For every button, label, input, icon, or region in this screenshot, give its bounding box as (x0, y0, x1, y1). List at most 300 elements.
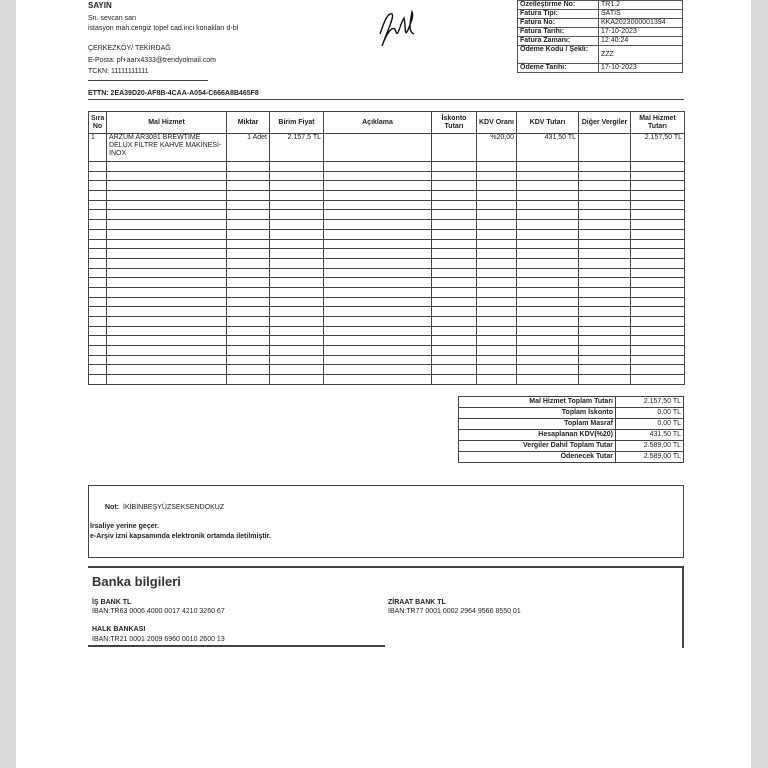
empty-cell (517, 278, 579, 288)
empty-cell (89, 229, 107, 239)
column-header: Miktar (227, 112, 270, 134)
empty-row (89, 229, 685, 239)
empty-cell (631, 278, 685, 288)
empty-cell (227, 258, 270, 268)
empty-cell (432, 191, 477, 201)
empty-cell (477, 326, 517, 336)
empty-cell (432, 355, 477, 365)
empty-cell (631, 336, 685, 346)
buyer-name: Sn. sevcan sarı (88, 15, 137, 22)
row-no: 1 (89, 134, 107, 162)
empty-cell (270, 239, 324, 249)
empty-cell (89, 220, 107, 230)
bank-name: ZİRAAT BANK TL (388, 599, 446, 606)
empty-cell (270, 278, 324, 288)
empty-cell (89, 317, 107, 327)
empty-cell (324, 210, 432, 220)
empty-cell (579, 307, 631, 317)
empty-cell (107, 346, 227, 356)
empty-row (89, 268, 685, 278)
row-other-tax (579, 134, 631, 162)
empty-cell (631, 317, 685, 327)
empty-row (89, 258, 685, 268)
empty-cell (89, 375, 107, 385)
empty-cell (477, 268, 517, 278)
empty-cell (270, 210, 324, 220)
empty-cell (324, 287, 432, 297)
empty-cell (477, 365, 517, 375)
empty-cell (324, 220, 432, 230)
empty-cell (227, 365, 270, 375)
empty-cell (89, 258, 107, 268)
total-value: 0,00 TL (616, 419, 684, 430)
empty-cell (107, 375, 227, 385)
empty-cell (579, 171, 631, 181)
empty-cell (89, 365, 107, 375)
empty-row (89, 278, 685, 288)
empty-cell (227, 249, 270, 259)
empty-cell (227, 200, 270, 210)
total-row (459, 408, 684, 419)
buyer-email: E-Posta: pf+aarx4333@trendyolmail.com (88, 57, 216, 64)
empty-cell (631, 181, 685, 191)
empty-row (89, 326, 685, 336)
row-vat-amount: 431,50 TL (517, 134, 579, 162)
empty-cell (89, 200, 107, 210)
empty-cell (477, 278, 517, 288)
empty-row (89, 181, 685, 191)
empty-cell (107, 200, 227, 210)
empty-cell (477, 191, 517, 201)
empty-cell (107, 210, 227, 220)
empty-cell (324, 171, 432, 181)
empty-cell (107, 287, 227, 297)
empty-cell (517, 355, 579, 365)
note-box (88, 485, 684, 558)
empty-cell (324, 239, 432, 249)
note-line-1: İrsaliye yerine geçer. (90, 523, 159, 530)
empty-cell (107, 307, 227, 317)
empty-cell (517, 375, 579, 385)
empty-cell (89, 239, 107, 249)
row-item: ARZUM AR3081 BREWTIME DELUX FİLTRE KAHVE MAKİNESİ-İNOX (107, 134, 227, 162)
empty-cell (579, 355, 631, 365)
empty-cell (107, 191, 227, 201)
empty-cell (324, 258, 432, 268)
total-label: Toplam Masraf (459, 419, 616, 430)
info-row (518, 28, 683, 37)
buyer-salutation: SAYIN (88, 1, 112, 10)
empty-cell (107, 220, 227, 230)
empty-cell (227, 181, 270, 191)
empty-cell (227, 346, 270, 356)
empty-cell (631, 210, 685, 220)
empty-cell (631, 346, 685, 356)
empty-cell (107, 355, 227, 365)
empty-cell (270, 326, 324, 336)
column-header: Açıklama (324, 112, 432, 134)
bank-iban: IBAN:TR77 0001 0002 2964 9566 8550 01 (388, 608, 521, 615)
empty-cell (89, 336, 107, 346)
empty-cell (517, 210, 579, 220)
empty-cell (432, 365, 477, 375)
empty-cell (107, 249, 227, 259)
total-value: 2.589,00 TL (616, 452, 684, 463)
empty-cell (107, 317, 227, 327)
empty-cell (579, 326, 631, 336)
table-header-row (89, 112, 685, 134)
empty-cell (89, 268, 107, 278)
empty-cell (517, 258, 579, 268)
empty-cell (517, 220, 579, 230)
info-label: Özelleştirme No: (518, 1, 599, 10)
empty-cell (227, 171, 270, 181)
buyer-address: istasyon mah.cengiz topel cad.inci konakları d-bl (88, 25, 239, 32)
info-value: TR1.2 (599, 1, 683, 10)
row-unit-price: 2.157,5 TL (270, 134, 324, 162)
empty-row (89, 249, 685, 259)
empty-cell (579, 268, 631, 278)
info-row (518, 10, 683, 19)
empty-cell (324, 326, 432, 336)
empty-cell (432, 346, 477, 356)
empty-cell (227, 317, 270, 327)
empty-row (89, 191, 685, 201)
empty-cell (477, 181, 517, 191)
total-label: Hesaplanan KDV(%20) (459, 430, 616, 441)
empty-row (89, 200, 685, 210)
bank-title: Banka bilgileri (92, 574, 181, 589)
column-header: Mal Hizmet Tutarı (631, 112, 685, 134)
empty-cell (477, 239, 517, 249)
empty-cell (517, 287, 579, 297)
empty-cell (227, 162, 270, 172)
empty-cell (579, 336, 631, 346)
empty-cell (579, 162, 631, 172)
empty-cell (477, 200, 517, 210)
empty-cell (324, 181, 432, 191)
total-label: Ödenecek Tutar (459, 452, 616, 463)
info-value: KKA2023000001394 (599, 19, 683, 28)
info-row (518, 19, 683, 28)
info-row (518, 46, 683, 64)
empty-cell (432, 297, 477, 307)
empty-cell (432, 336, 477, 346)
empty-cell (477, 210, 517, 220)
info-label: Ödeme Kodu / Şekli: (518, 46, 599, 64)
empty-cell (432, 307, 477, 317)
empty-cell (227, 210, 270, 220)
empty-cell (477, 297, 517, 307)
empty-cell (631, 355, 685, 365)
empty-cell (89, 355, 107, 365)
empty-cell (324, 278, 432, 288)
empty-cell (107, 229, 227, 239)
empty-cell (477, 317, 517, 327)
empty-cell (517, 326, 579, 336)
empty-row (89, 210, 685, 220)
empty-cell (227, 220, 270, 230)
bank-section (88, 566, 684, 648)
total-value: 0,00 TL (616, 408, 684, 419)
info-row (518, 1, 683, 10)
empty-cell (477, 355, 517, 365)
empty-cell (227, 229, 270, 239)
empty-cell (324, 200, 432, 210)
bank-iban: IBAN:TR21 0001 2009 6960 0010 2600 13 (92, 636, 225, 643)
empty-cell (517, 346, 579, 356)
empty-cell (477, 336, 517, 346)
note-line-2: e-Arşiv izni kapsamında elektronik ortamda iletilmiştir. (90, 533, 271, 540)
empty-cell (270, 191, 324, 201)
column-header: Mal Hizmet (107, 112, 227, 134)
empty-cell (107, 336, 227, 346)
empty-cell (517, 181, 579, 191)
ettn: ETTN: 2EA39D20-AF8B-4CAA-A054-C666A8B465F8 (88, 90, 259, 97)
column-header: KDV Oranı (477, 112, 517, 134)
signature-image (374, 4, 420, 48)
totals-table (458, 396, 684, 463)
note-text: İKİBİNBEŞYÜZSEKSENDOKUZ (123, 504, 225, 511)
empty-cell (324, 317, 432, 327)
empty-cell (432, 278, 477, 288)
empty-cell (517, 191, 579, 201)
empty-cell (432, 229, 477, 239)
empty-cell (517, 317, 579, 327)
empty-cell (631, 307, 685, 317)
empty-cell (517, 200, 579, 210)
empty-cell (517, 268, 579, 278)
empty-cell (227, 239, 270, 249)
empty-cell (631, 365, 685, 375)
total-row (459, 419, 684, 430)
divider (88, 99, 684, 100)
empty-cell (631, 200, 685, 210)
empty-cell (89, 346, 107, 356)
info-row (518, 37, 683, 46)
empty-cell (517, 365, 579, 375)
column-header: Diğer Vergiler (579, 112, 631, 134)
empty-cell (477, 220, 517, 230)
empty-cell (631, 239, 685, 249)
empty-cell (432, 181, 477, 191)
empty-cell (579, 210, 631, 220)
empty-cell (270, 297, 324, 307)
row-vat-rate: %20,00 (477, 134, 517, 162)
empty-cell (324, 365, 432, 375)
total-row (459, 397, 684, 408)
empty-cell (107, 258, 227, 268)
empty-cell (631, 268, 685, 278)
total-label: Mal Hizmet Toplam Tutarı (459, 397, 616, 408)
empty-cell (270, 336, 324, 346)
empty-cell (432, 239, 477, 249)
empty-cell (477, 258, 517, 268)
empty-cell (270, 249, 324, 259)
empty-cell (227, 336, 270, 346)
info-value: 12:40:24 (599, 37, 683, 46)
column-header: İskonto Tutarı (432, 112, 477, 134)
empty-cell (517, 229, 579, 239)
info-label: Fatura Tarihi: (518, 28, 599, 37)
empty-cell (432, 326, 477, 336)
empty-cell (270, 268, 324, 278)
empty-cell (324, 355, 432, 365)
empty-cell (477, 287, 517, 297)
empty-cell (631, 326, 685, 336)
empty-cell (324, 346, 432, 356)
empty-row (89, 220, 685, 230)
empty-cell (432, 210, 477, 220)
empty-cell (324, 162, 432, 172)
column-header: Birim Fiyat (270, 112, 324, 134)
divider (88, 645, 385, 647)
empty-cell (432, 249, 477, 259)
empty-cell (517, 307, 579, 317)
column-header: Sıra No (89, 112, 107, 134)
empty-cell (579, 200, 631, 210)
empty-cell (579, 181, 631, 191)
empty-cell (432, 200, 477, 210)
row-qty: 1 Adet (227, 134, 270, 162)
empty-cell (432, 287, 477, 297)
empty-cell (432, 375, 477, 385)
empty-cell (517, 162, 579, 172)
empty-cell (270, 317, 324, 327)
empty-row (89, 307, 685, 317)
empty-row (89, 355, 685, 365)
empty-cell (477, 346, 517, 356)
empty-cell (579, 239, 631, 249)
empty-cell (324, 375, 432, 385)
empty-cell (270, 229, 324, 239)
empty-cell (270, 346, 324, 356)
empty-cell (324, 297, 432, 307)
empty-cell (324, 191, 432, 201)
empty-cell (517, 171, 579, 181)
empty-cell (270, 287, 324, 297)
empty-cell (432, 220, 477, 230)
total-label: Vergiler Dahil Toplam Tutar (459, 441, 616, 452)
empty-cell (579, 220, 631, 230)
empty-cell (477, 171, 517, 181)
empty-cell (89, 162, 107, 172)
total-value: 2.157,50 TL (616, 397, 684, 408)
info-value: 17-10-2023 (599, 64, 683, 73)
empty-cell (579, 229, 631, 239)
empty-cell (227, 278, 270, 288)
empty-cell (631, 162, 685, 172)
info-label: Fatura Tipi: (518, 10, 599, 19)
empty-row (89, 239, 685, 249)
empty-cell (477, 162, 517, 172)
empty-cell (477, 307, 517, 317)
total-row (459, 430, 684, 441)
info-row (518, 64, 683, 73)
empty-cell (579, 249, 631, 259)
empty-cell (89, 249, 107, 259)
info-value: SATIS (599, 10, 683, 19)
bank-name: İŞ BANK TL (92, 599, 132, 606)
empty-cell (89, 181, 107, 191)
empty-cell (227, 287, 270, 297)
empty-cell (270, 355, 324, 365)
empty-cell (631, 249, 685, 259)
empty-cell (270, 258, 324, 268)
empty-cell (227, 326, 270, 336)
empty-cell (270, 181, 324, 191)
empty-cell (517, 239, 579, 249)
row-amount: 2.157,50 TL (631, 134, 685, 162)
empty-cell (107, 268, 227, 278)
empty-cell (517, 336, 579, 346)
empty-cell (631, 375, 685, 385)
table-row (89, 134, 685, 162)
empty-cell (107, 326, 227, 336)
empty-cell (107, 171, 227, 181)
empty-cell (477, 375, 517, 385)
empty-cell (107, 365, 227, 375)
empty-cell (432, 317, 477, 327)
bank-iban: IBAN:TR63 0006 4000 0017 4210 3260 67 (92, 608, 225, 615)
empty-cell (227, 191, 270, 201)
empty-cell (579, 346, 631, 356)
empty-row (89, 317, 685, 327)
empty-cell (579, 278, 631, 288)
empty-row (89, 346, 685, 356)
invoice-info-table (517, 0, 683, 73)
empty-cell (631, 191, 685, 201)
empty-cell (432, 171, 477, 181)
empty-cell (107, 297, 227, 307)
info-label: Ödeme Tarihi: (518, 64, 599, 73)
empty-cell (89, 210, 107, 220)
empty-cell (227, 297, 270, 307)
empty-cell (631, 220, 685, 230)
empty-cell (107, 162, 227, 172)
empty-cell (432, 268, 477, 278)
empty-cell (107, 181, 227, 191)
empty-cell (89, 287, 107, 297)
empty-row (89, 287, 685, 297)
empty-cell (477, 229, 517, 239)
empty-cell (270, 162, 324, 172)
empty-cell (107, 278, 227, 288)
empty-cell (270, 365, 324, 375)
empty-cell (270, 307, 324, 317)
empty-cell (89, 171, 107, 181)
row-desc (324, 134, 432, 162)
empty-cell (324, 249, 432, 259)
info-value: 17-10-2023 (599, 28, 683, 37)
empty-row (89, 162, 685, 172)
empty-row (89, 365, 685, 375)
items-table (88, 111, 685, 385)
total-value: 2.589,00 TL (616, 441, 684, 452)
empty-cell (579, 191, 631, 201)
total-row (459, 452, 684, 463)
empty-cell (89, 191, 107, 201)
empty-row (89, 336, 685, 346)
column-header: KDV Tutarı (517, 112, 579, 134)
divider (88, 80, 208, 81)
info-value: ZZZ (599, 46, 683, 64)
empty-cell (270, 375, 324, 385)
empty-cell (270, 220, 324, 230)
empty-cell (227, 375, 270, 385)
empty-cell (477, 249, 517, 259)
empty-cell (579, 365, 631, 375)
